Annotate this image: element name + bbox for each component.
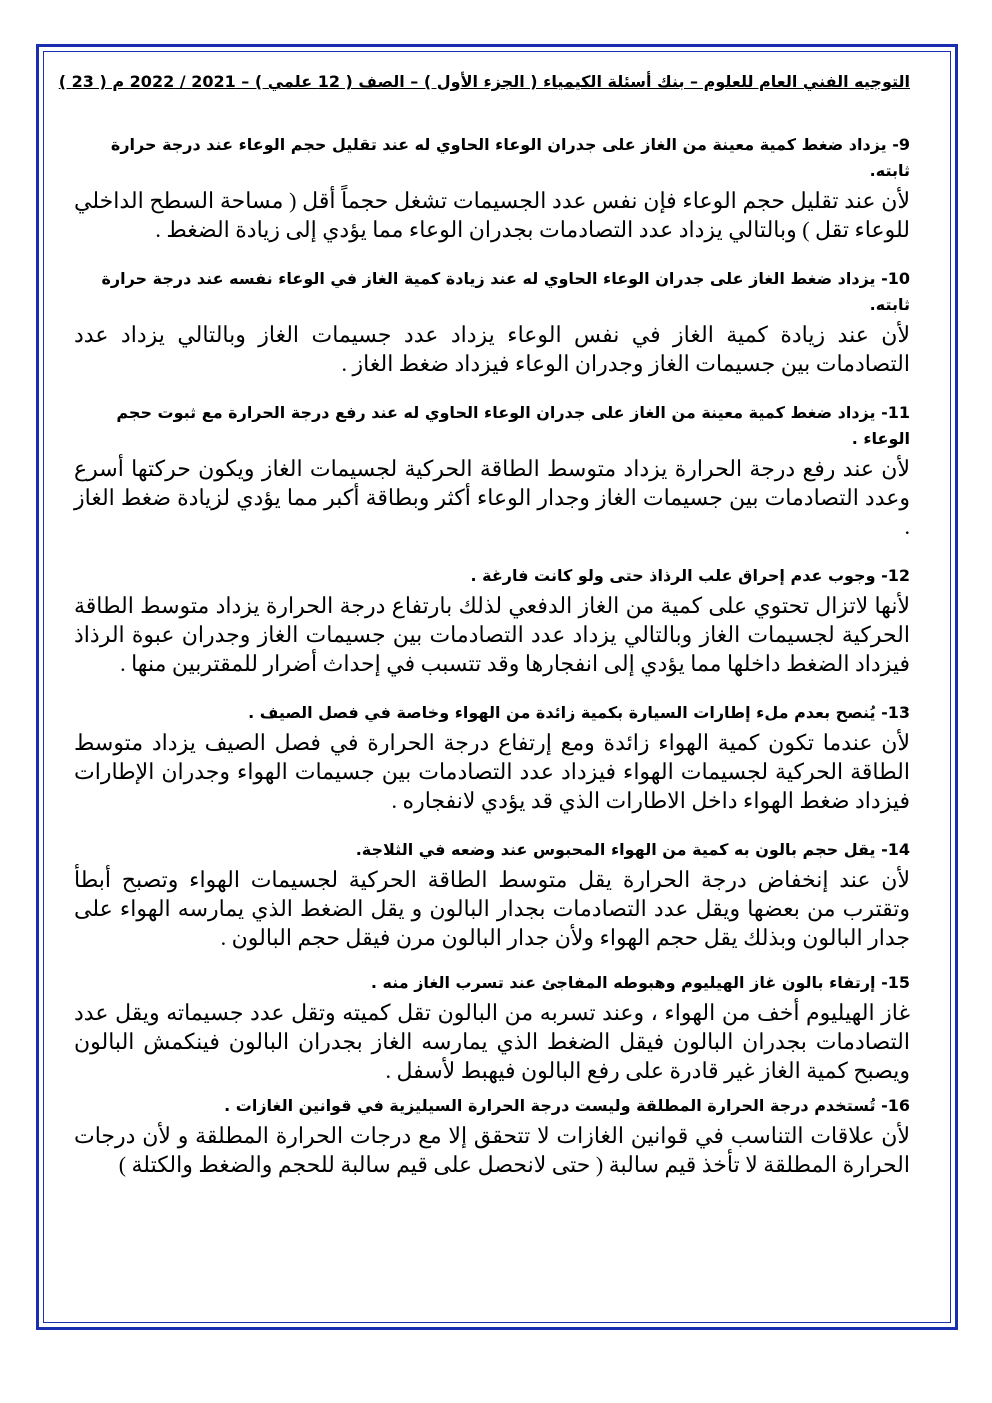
question-title: 15- إرتفاء بالون غاز الهيليوم وهبوطه المفاجئ عند تسرب الغاز منه . — [370, 973, 910, 992]
question-answer: غاز الهيليوم أخف من الهواء ، وعند تسربه من البالون تقل كميته وتقل عدد جسيماته ويقل عدد التصادمات بجدران البالون فيقل الضغط الذي يمارسه الغاز بجدران البالون فينكمش البالون ويصبح كمية الغاز غير قادرة على رفع البالون فيهبط لأسفل . — [74, 1000, 910, 1083]
question-item-10 — [74, 266, 910, 378]
question-title: 11- يزداد ضغط كمية معينة من الغاز على جدران الوعاء الحاوي له عند رفع درجة الحرارة مع ثبوت حجم الوعاء . — [116, 403, 910, 448]
question-item-11 — [74, 400, 910, 541]
question-answer: لأن علاقات التناسب في قوانين الغازات لا تتحقق إلا مع درجات الحرارة المطلقة و لأن درجات الحرارة المطلقة لا تأخذ قيم سالبة ( حتى لانحصل على قيم سالبة للحجم والضغط والكتلة ) — [74, 1123, 910, 1177]
question-title: 13- يُنصح بعدم ملء إطارات السيارة بكمية زائدة من الهواء وخاصة في فصل الصيف . — [248, 703, 910, 722]
question-item-14 — [74, 837, 910, 952]
question-title: 10- يزداد ضغط الغاز على جدران الوعاء الحاوي له عند زيادة كمية الغاز في الوعاء نفسه عند درجة حرارة ثابته. — [101, 269, 910, 314]
question-answer: لأنها لاتزال تحتوي على كمية من الغاز الدفعي لذلك بارتفاع درجة الحرارة يزداد متوسط الطاقة الحركية لجسيمات الغاز وبالتالي يزداد عدد التصادمات بين جسيمات الغاز وجدران عبوة الرذاذ فيزداد الضغط داخلها مما يؤدي إلى انفجارها وقد تتسبب في إحداث أضرار للمقتربين منها . — [74, 593, 910, 676]
page-header: التوجيه الفني العام للعلوم – بنك أسئلة الكيمياء ( الجزء الأول ) – الصف ( 12 علمي ) – 2021 / 2022 م ( 23 ) — [58, 72, 910, 91]
questions-list — [74, 132, 910, 1179]
question-answer: لأن عند إنخفاض درجة الحرارة يقل متوسط الطاقة الحركية لجسيمات الهواء وتصبح أبطأ وتقترب من بعضها ويقل عدد التصادمات بجدار البالون و يقل الضغط الذي يمارسه الهواء على جدار البالون وبذلك يقل حجم الهواء ولأن جدار البالون مرن فيقل حجم البالون . — [74, 867, 910, 950]
question-item-12 — [74, 563, 910, 678]
question-item-16 — [74, 1093, 910, 1179]
question-item-15 — [74, 970, 910, 1085]
question-title: 9- يزداد ضغط كمية معينة من الغاز على جدران الوعاء الحاوي له عند تقليل حجم الوعاء عند درجة حرارة ثابته. — [110, 135, 910, 180]
question-item-9 — [74, 132, 910, 244]
question-answer: لأن عند زيادة كمية الغاز في نفس الوعاء يزداد عدد جسيمات الغاز وبالتالي يزداد عدد التصادمات بين جسيمات الغاز وجدران الوعاء فيزداد ضغط الغاز . — [74, 322, 910, 376]
question-title: 14- يقل حجم بالون به كمية من الهواء المحبوس عند وضعه في الثلاجة. — [355, 840, 910, 859]
question-title: 12- وجوب عدم إحراق علب الرذاذ حتى ولو كانت فارغة . — [470, 566, 910, 585]
question-answer: لأن عندما تكون كمية الهواء زائدة ومع إرتفاع درجة الحرارة في فصل الصيف يزداد متوسط الطاقة الحركية لجسيمات الهواء فيزداد عدد التصادمات بين جسيمات الهواء وجدران الإطارات فيزداد ضغط الهواء داخل الاطارات الذي قد يؤدي لانفجاره . — [74, 730, 910, 813]
question-answer: لأن عند تقليل حجم الوعاء فإن نفس عدد الجسيمات تشغل حجماً أقل ( مساحة السطح الداخلي للوعاء تقل ) وبالتالي يزداد عدد التصادمات بجدران الوعاء مما يؤدي إلى زيادة الضغط . — [74, 188, 910, 242]
question-answer: لأن عند رفع درجة الحرارة يزداد متوسط الطاقة الحركية لجسيمات الغاز ويكون حركتها أسرع وعدد التصادمات بين جسيمات الغاز وجدار الوعاء أكثر وبطاقة أكبر مما يؤدي لزيادة ضغط الغاز . — [74, 456, 910, 539]
question-title: 16- تُستخدم درجة الحرارة المطلقة وليست درجة الحرارة السيليزية في قوانين الغازات . — [224, 1096, 910, 1115]
question-item-13 — [74, 700, 910, 815]
